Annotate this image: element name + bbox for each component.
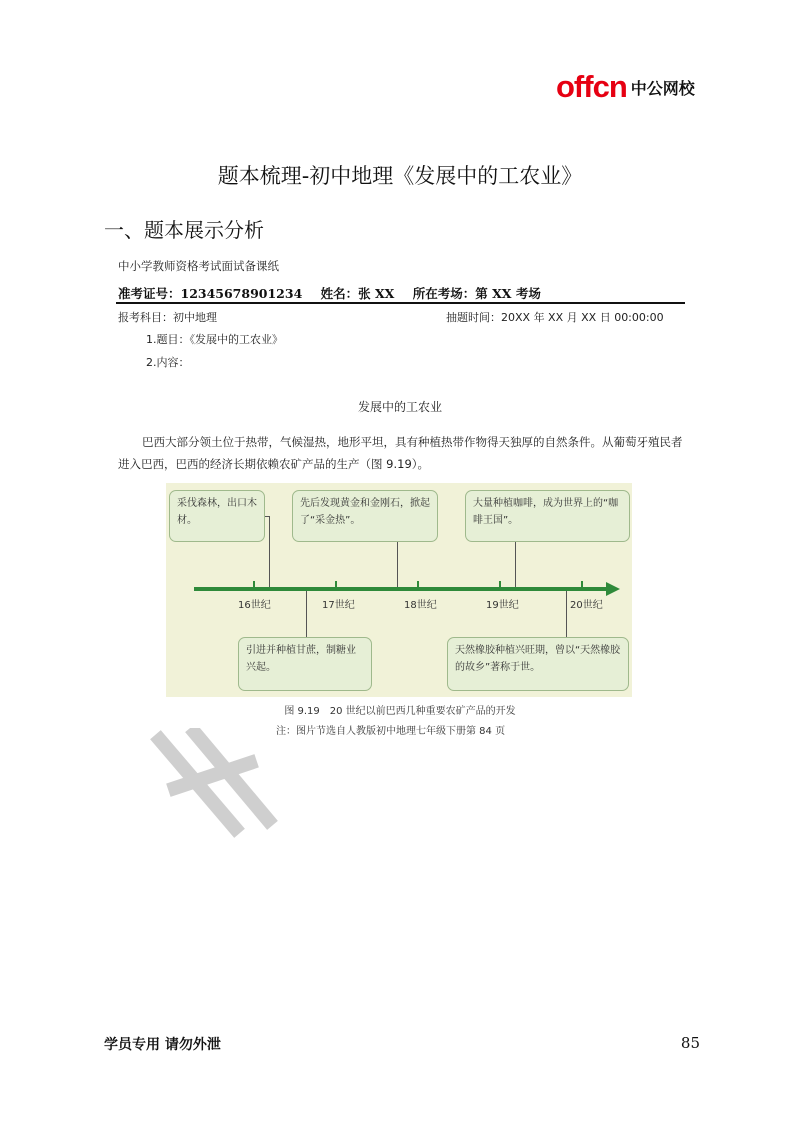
connector-sugar [306, 591, 307, 637]
tick-17 [335, 581, 337, 588]
ticket-number: 准考证号：12345678901234 [118, 286, 303, 301]
century-label-16: 16世纪 [238, 600, 271, 611]
item-content-label: 2.内容： [146, 356, 190, 369]
page-number: 85 [680, 1034, 700, 1052]
content-title: 发展中的工农业 [357, 400, 442, 414]
event-box-coffee: 大量种植咖啡，成为世界上的“咖啡王国”。 [465, 490, 630, 542]
figure-note: 注：图片节选自人教版初中地理七年级下册第 84 页 [276, 726, 506, 737]
event-box-timber: 采伐森林，出口木材。 [169, 490, 265, 542]
draw-time: 抽题时间：20XX 年 XX 月 XX 日 00:00:00 [446, 311, 664, 324]
event-box-sugar: 引进并种植甘蔗，制糖业兴起。 [238, 637, 372, 691]
content-paragraph: 巴西大部分领土位于热带，气候湿热，地形平坦，具有种植热带作物得天独厚的自然条件。从葡萄牙殖民者进入巴西，巴西的经济长期依赖农矿产品的生产（图 9.19）。 [118, 435, 683, 471]
event-box-rubber: 天然橡胶种植兴旺期，曾以“天然橡胶的故乡”著称于世。 [447, 637, 629, 691]
event-box-gold: 先后发现黄金和金刚石，掀起了“采金热”。 [292, 490, 438, 542]
watermark-graphic [150, 728, 380, 838]
logo-cn-text: 中公网校 [630, 78, 695, 98]
tick-18 [417, 581, 419, 588]
document-title: 题本梳理-初中地理《发展中的工农业》 [217, 164, 583, 188]
tick-19 [499, 581, 501, 588]
header-rule [116, 302, 685, 304]
figure-caption: 图 9.19 20 世纪以前巴西几种重要农矿产品的开发 [284, 706, 516, 717]
exam-subject: 报考科目：初中地理 [118, 311, 217, 324]
paper-title: 中小学教师资格考试面试备课纸 [118, 259, 279, 273]
section-heading: 一、题本展示分析 [104, 218, 264, 242]
timeline-axis [194, 587, 609, 591]
century-label-17: 17世纪 [322, 600, 355, 611]
connector-gold [397, 542, 398, 588]
timeline-arrowhead [606, 582, 620, 596]
connector-coffee [515, 542, 516, 588]
connector-timber [269, 516, 270, 588]
candidate-info-line [118, 284, 555, 302]
footer-notice: 学员专用 请勿外泄 [104, 1037, 221, 1053]
connector-rubber [566, 591, 567, 637]
exam-site: 所在考场：第 XX 考场 [412, 286, 541, 301]
century-label-20: 20世纪 [570, 600, 603, 611]
candidate-name: 姓名：张 XX [320, 286, 395, 301]
logo-wordmark: offcn [556, 69, 627, 104]
century-label-18: 18世纪 [404, 600, 437, 611]
item-topic: 1.题目：《发展中的工农业》 [146, 333, 283, 346]
tick-20 [581, 581, 583, 588]
tick-16 [253, 581, 255, 588]
century-label-19: 19世纪 [486, 600, 519, 611]
offcn-logo [556, 70, 695, 104]
brazil-timeline-figure [166, 483, 632, 697]
